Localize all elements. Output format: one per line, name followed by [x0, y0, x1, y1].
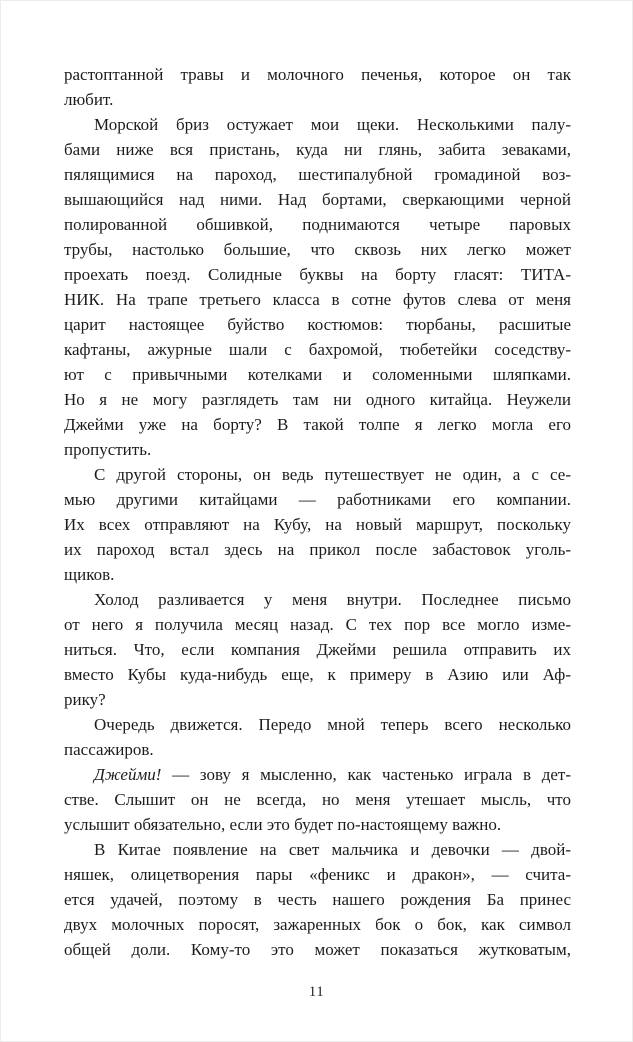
- text-line: бами ниже вся пристань, куда ни глянь, забита зеваками,: [64, 140, 571, 159]
- text-line: кафтаны, ажурные шали с бахромой, тюбетейки соседству-: [64, 340, 571, 359]
- text-line: щиков.: [64, 565, 115, 584]
- text-line: Их всех отправляют на Кубу, на новый маршрут, поскольку: [64, 515, 571, 534]
- paragraph: [64, 587, 571, 712]
- text-line: няшек, олицетворения пары «феникс и дракон», — счита-: [64, 865, 571, 884]
- text-segment: — зову я мысленно, как частенько играла в дет-: [161, 765, 571, 784]
- paragraph: [64, 62, 571, 112]
- paragraph: [64, 837, 571, 962]
- text-line: Холод разливается у меня внутри. Последнее письмо: [94, 590, 571, 609]
- text-line: ниться. Что, если компания Джейми решила отправить их: [64, 640, 571, 659]
- text-line: ется удачей, поэтому в честь нашего рождения Ба принес: [64, 890, 571, 909]
- text-line: мью другими китайцами — работниками его компании.: [64, 490, 571, 509]
- text-line: двух молочных поросят, зажаренных бок о бок, как символ: [64, 915, 571, 934]
- text-line: ют с привычными котелками и соломенными шляпками.: [64, 365, 571, 384]
- text-line: пропустить.: [64, 440, 152, 459]
- text-line: проехать поезд. Солидные буквы на борту гласят: ТИТА-: [64, 265, 571, 284]
- text-line: Морской бриз остужает мои щеки. Несколькими палу-: [94, 115, 571, 134]
- text-line: любит.: [64, 90, 114, 109]
- text-line: вышающийся над ними. Над бортами, сверкающими черной: [64, 190, 571, 209]
- text-line: пялящимися на пароход, шестипалубной громадиной воз-: [64, 165, 571, 184]
- text-line: общей доли. Кому-то это может показаться жутковатым,: [64, 940, 571, 959]
- text-line: В Китае появление на свет мальчика и девочки — двой-: [94, 840, 571, 859]
- page-text: [64, 62, 571, 962]
- text-line: рику?: [64, 690, 106, 709]
- text-line: их пароход встал здесь на прикол после забастовок уголь-: [64, 540, 571, 559]
- paragraph: [64, 462, 571, 587]
- text-line: царит настоящее буйство костюмов: тюрбаны, расшитые: [64, 315, 571, 334]
- text-line: пассажиров.: [64, 740, 154, 759]
- italic-text: Джейми!: [94, 765, 162, 784]
- text-line: [64, 762, 571, 787]
- paragraph: [64, 112, 571, 462]
- page-number: 11: [308, 984, 325, 1000]
- text-line: Джейми уже на борту? В такой толпе я легко могла его: [64, 415, 571, 434]
- paragraph: [64, 712, 571, 762]
- text-line: Очередь движется. Передо мной теперь всего несколько: [94, 715, 571, 734]
- text-line: трубы, настолько большие, что сквозь них легко может: [64, 240, 571, 259]
- text-line: полированной обшивкой, поднимаются четыре паровых: [64, 215, 571, 234]
- paragraph: [64, 762, 571, 837]
- text-line: Но я не могу разглядеть там ни одного китайца. Неужели: [64, 390, 571, 409]
- text-line: С другой стороны, он ведь путешествует не один, а с се-: [94, 465, 571, 484]
- text-line: растоптанной травы и молочного печенья, которое он так: [64, 65, 571, 84]
- text-line: вместо Кубы куда-нибудь еще, к примеру в Азию или Аф-: [64, 665, 571, 684]
- text-line: НИК. На трапе третьего класса в сотне футов слева от меня: [64, 290, 571, 309]
- text-line: услышит обязательно, если это будет по-настоящему важно.: [64, 815, 502, 834]
- text-line: стве. Слышит он не всегда, но меня утешает мысль, что: [64, 790, 571, 809]
- text-line: от него я получила месяц назад. С тех пор все могло изме-: [64, 615, 571, 634]
